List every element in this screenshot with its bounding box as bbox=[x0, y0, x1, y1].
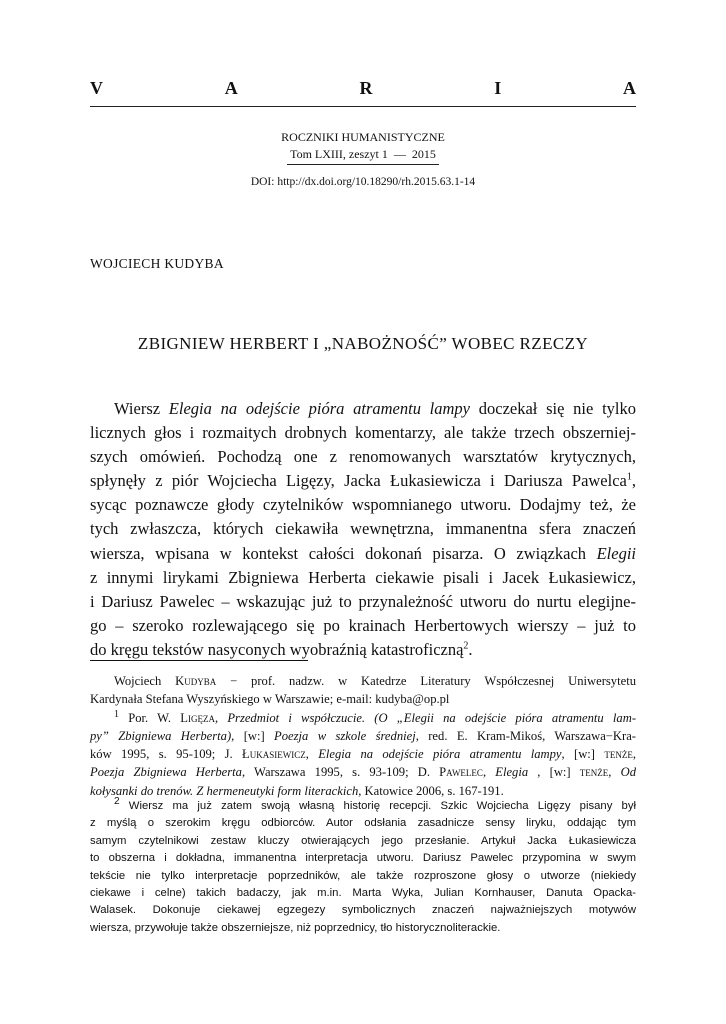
footnote-1-line: ków 1995, s. 95-109; J. Łukasiewicz, Elegia na odejście pióra atramentu lampy, [w:] tenże, bbox=[90, 747, 636, 762]
footnote-1-line: Poezja Zbigniewa Herberta, Warszawa 1995, s. 93-109; D. Pawelec, Elegia , [w:] tenże, Od bbox=[90, 765, 637, 780]
section-heading-varia bbox=[90, 78, 636, 98]
body-line: wiersza, wpisana w kontekst całości dokonań pisarza. O związkach Elegii bbox=[90, 543, 636, 563]
body-line: licznych głos i rozmaitych drobnych komentarzy, ale także trzech obszerniej- bbox=[90, 423, 636, 443]
dash: — bbox=[393, 147, 406, 161]
footnote-ref[interactable]: 2 bbox=[463, 640, 469, 652]
varia-letter: A bbox=[622, 78, 636, 98]
footnote-2-line: to obszerna i dokładna, immanentna interpretacja utworu. Dariusz Pawelec przypomina w swym bbox=[90, 852, 636, 865]
journal-name: ROCZNIKI HUMANISTYCZNE bbox=[281, 130, 445, 144]
body-line: i Dariusz Pawelec – wskazując już to przynależność utworu do nurtu elegijne- bbox=[90, 591, 636, 611]
footnote-2 bbox=[90, 798, 636, 937]
footnote-author-line: Wojciech Kudyba − prof. nadzw. w Katedrze Literatury Współczesnej Uniwersytetu bbox=[114, 674, 636, 688]
body-line: tych zwłaszcza, których ciekawiła wewnętrzna, immanentna sfera znaczeń bbox=[90, 519, 636, 539]
footnote-1-line: kołysanki do trenów. Z hermeneutyki form literackich, Katowice 2006, s. 167-191. bbox=[90, 783, 504, 798]
footnote-2-line: z myślą o szerokim kręgu odbiorców. Autor odsłania zasadnicze sensy liryku, oddając tym bbox=[90, 817, 636, 830]
varia-letter: V bbox=[90, 78, 103, 98]
footnote-1-line: $^1$ Por. W. Ligęza, Przedmiot i współczucie. (O „Elegii na odejście pióra atramentu lam- bbox=[114, 708, 637, 725]
body-line: go – szeroko rozlewającego się po krainach Herbertowych wierszy – już to bbox=[90, 615, 636, 635]
article-title: ZBIGNIEW HERBERT I „NABOŻNOŚĆ” WOBEC RZECZY bbox=[137, 334, 589, 353]
doi-link[interactable]: DOI: http://dx.doi.org/10.18290/rh.2015.63.1-14 bbox=[250, 176, 476, 188]
footnote-2-line: samym czytelnikowi zestaw kluczy otwierających jego przesłanie. Artykuł Jacka Łukasiewicza bbox=[90, 834, 636, 847]
footnotes bbox=[90, 672, 636, 800]
volume: Tom LXIII, zeszyt 1 bbox=[290, 147, 388, 161]
footnote-2-line: tekście nie tylko interpretacje poprzedników, ale także rozproszone głosy o utworze (niekiedy bbox=[90, 869, 636, 882]
year: 2015 bbox=[411, 147, 436, 161]
varia-letter: R bbox=[359, 78, 373, 98]
footnote-2-line: wiersza, przywołuje także obszerniejsze, niż poprzednicy, tło historycznoliterackie. bbox=[90, 921, 501, 934]
varia-letter: I bbox=[494, 78, 502, 98]
article-page bbox=[90, 0, 636, 1024]
journal-info bbox=[90, 129, 636, 165]
body-line: szych omówień. Pochodzą one z renomowanych warsztatów krytycznych, bbox=[90, 447, 636, 467]
body-line: sycąc poznawcze głody czytelników wspomnianego utworu. Dodajmy też, że bbox=[90, 495, 636, 515]
article-author: WOJCIECH KUDYBA bbox=[90, 256, 224, 271]
journal-issue bbox=[287, 146, 439, 165]
varia-letter: A bbox=[224, 78, 238, 98]
footnote-1-line: py” Zbigniewa Herberta), [w:] Poezja w szkole średniej, red. E. Kram-Mikoś, Warszawa−Kra- bbox=[90, 728, 636, 743]
body-line: z innymi lirykami Zbigniewa Herberta ciekawie pisali i Jacek Łukasiewicz, bbox=[90, 567, 636, 587]
body-line: Wiersz Elegia na odejście pióra atramentu lampy doczekał się nie tylko bbox=[114, 399, 636, 418]
body-line: do kręgu tekstów nasyconych wyobraźnią katastroficzną$^2$. bbox=[90, 639, 473, 659]
footnote-2-line: $^2$ Wiersz ma już zatem swoją własną historię recepcji. Szkic Wojciecha Ligęzy pisany był bbox=[114, 796, 636, 812]
footnote-ref[interactable]: 1 bbox=[626, 471, 632, 483]
header-divider bbox=[90, 106, 636, 107]
footnote-divider bbox=[90, 660, 308, 661]
footnote-2-line: ciekawe i celne) takich badaczy, jak m.in. Marta Wyka, Julian Kornhauser, Danuta Opacka- bbox=[90, 886, 636, 899]
footnote-2-line: Walasek. Dokonuje ciekawej egzegezy symbolicznych znaczeń najważniejszych motywów bbox=[90, 904, 636, 917]
body-line: spłynęły z piór Wojciecha Ligęzy, Jacka Łukasiewicza i Dariusza Pawelca$^1$, bbox=[90, 471, 636, 491]
footnote-author-line: Kardynała Stefana Wyszyńskiego w Warszawie; e-mail: kudyba@op.pl bbox=[90, 692, 450, 707]
article-body bbox=[90, 397, 636, 662]
